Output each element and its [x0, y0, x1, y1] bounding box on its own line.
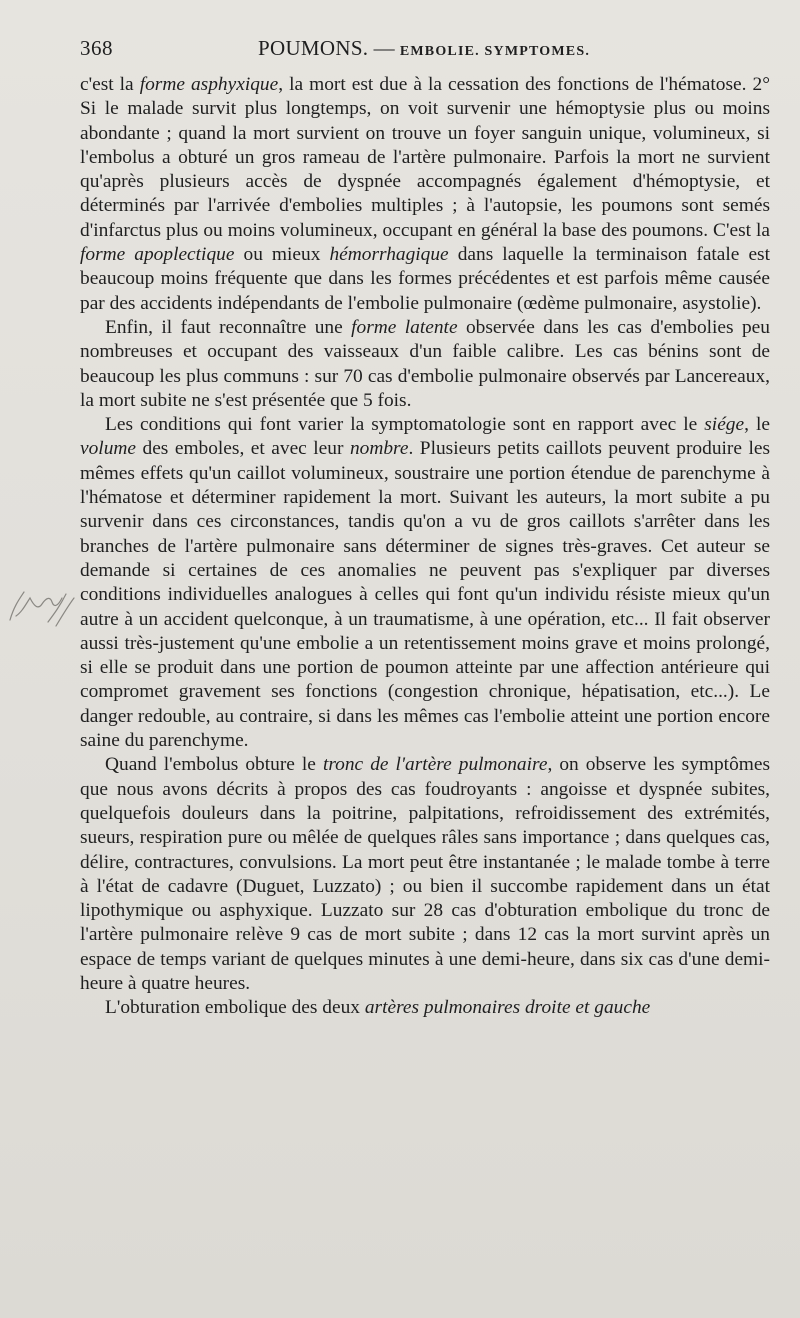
paragraph: [80, 73, 770, 316]
text-run: , le: [744, 414, 770, 436]
paragraph: [80, 996, 770, 1020]
body-text: [80, 73, 770, 1021]
margin-note-stroke: [10, 592, 74, 626]
text-run: L'obturation embolique des deux: [105, 997, 365, 1019]
page-number: 368: [80, 36, 113, 60]
text-run: des emboles, et avec leur: [136, 438, 350, 460]
text-run: , la mort est due à la cessation des fonctions de l'hématose. 2° Si le malade survit plus longtemps, on voit survenir une hémoptysie plus ou moins abondante ; quand la mort survient on trouve un foyer sanguin unique, volumineux, si l'embolus a obturé un gros rameau de l'artère pulmonaire. Parfois la mort ne survient qu'après plusieurs accès de dyspnée accompagnés également d'hémoptysie, et déterminés par l'arrivée d'embolies multiples ; à l'autopsie, les poumons sont semés d'infarctus plus ou moins volumineux, occupant en général la base des poumons. C'est la: [80, 74, 770, 241]
italic-run: artères pulmonaires droite et gauche: [364, 997, 651, 1019]
running-head-sub: EMBOLIE. SYMPTOMES.: [399, 44, 591, 59]
italic-run: volume: [80, 438, 136, 460]
italic-run: tronc de l'artère pulmonaire: [322, 754, 548, 776]
text-run: c'est la: [80, 74, 140, 95]
text-run: ou mieux: [234, 244, 330, 266]
text-run: , on observe les symptômes que nous avons décrits à propos des cas foudroyants : angoisse et dyspnée subites, quelquefois douleurs dans la poitrine, palpitations, refroidissement des extrémités, sueurs, respiration pure ou mêlée de quelques râles sans importance ; dans quelques cas, délire, contractures, convulsions. La mort peut être instantanée ; le malade tombe à terre à l'état de cadavre (Duguet, Luzzato) ; ou bien il succombe rapidement dans un état lipothymique ou asphyxique. Luzzato sur 28 cas d'obturation embolique du tronc de l'artère pulmonaire relève 9 cas de mort subite ; dans 12 cas la mort survint après un espace de temps variant de quelques minutes à une demi-heure, dans six cas d'une demi-heure à quatre heures.: [80, 754, 770, 994]
italic-run: forme latente: [351, 316, 458, 338]
running-head-main: POUMONS.: [258, 36, 369, 60]
text-run: Enfin, il faut reconnaître une: [105, 316, 352, 338]
italic-run: nombre: [349, 438, 409, 460]
paragraph: [80, 753, 770, 996]
italic-run: siége: [704, 414, 745, 436]
page-header: [80, 36, 770, 64]
text-run: Les conditions qui font varier la symptomatologie sont en rapport avec le: [105, 414, 705, 436]
text-run: Quand l'embolus obture le: [105, 754, 323, 776]
italic-run: forme asphyxique: [139, 74, 279, 95]
paragraph: [80, 413, 770, 753]
text-run: . Plusieurs petits caillots peuvent produire les mêmes effets qu'un caillot volumineux, soustraire une portion étendue de parenchyme à l'hématose et déterminer rapidement la mort. Suivant les auteurs, la mort subite a pu survenir dans ces circonstances, tandis qu'on a vu de gros caillots s'arrêter dans les branches de l'artère pulmonaire sans déterminer de signes très-graves. Cet auteur se demande si certaines de ces anomalies ne peuvent pas s'expliquer par diverses conditions individuelles analogues à celles qui font qu'un individu résiste mieux qu'un autre à un accident quelconque, à un traumatisme, à une opération, etc... Il fait observer aussi très-justement qu'une embolie a un retentissement moins grave et moins prolongé, si elle se produit dans une portion de poumon atteinte par une affection antérieure qui compromet gravement ses fonctions (congestion chronique, hépatisation, etc...). Le danger redouble, au contraire, si dans les mêmes cas l'embolie atteint une portion encore saine du parenchyme.: [80, 438, 770, 752]
italic-run: hémorrhagique: [329, 244, 449, 266]
text-run: observée dans les cas d'embolies peu nombreuses et occupant des vaisseaux d'un faible calibre. Les cas bénins sont de beaucoup les plus communs : sur 70 cas d'embolie pulmonaire observés par Lancereaux, la mort subite ne s'est présentée que 5 fois.: [80, 316, 770, 411]
text-run: dans laquelle la terminaison fatale est beaucoup moins fréquente que dans les formes précédentes et est parfois même causée par des accidents indépendants de l'embolie pulmonaire (œdème pulmonaire, asystolie).: [80, 244, 770, 314]
running-head: [258, 36, 590, 61]
handwritten-margin-note: [6, 576, 78, 632]
paragraph: [80, 316, 770, 413]
italic-run: forme apoplectique: [80, 244, 235, 266]
running-head-separator: —: [368, 36, 400, 60]
